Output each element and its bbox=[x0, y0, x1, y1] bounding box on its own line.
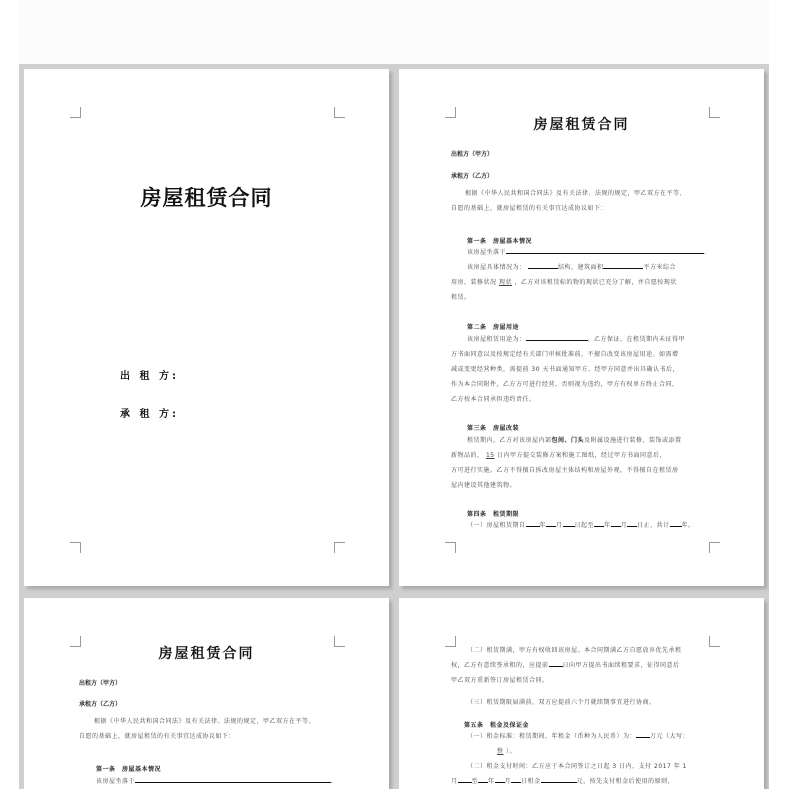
article-5-heading: 第五条 租金及保证金 bbox=[464, 722, 530, 729]
contract-title: 房屋租赁合同 bbox=[533, 117, 630, 133]
p2-line-3: 甲乙双方重新签订房屋租赁合同。 bbox=[451, 677, 549, 684]
art3-line-3: 方可进行实施。乙方不得擅自拆改房屋主体结构和房屋外观，不得擅自在租赁房 bbox=[451, 467, 679, 474]
viewer-top-band bbox=[19, 0, 769, 64]
lessor-line: 出租方（甲方） bbox=[79, 680, 122, 687]
intro-line-1: 根据《中华人民共和国合同法》及有关法律、法规的规定，甲乙双方在平等、 bbox=[465, 190, 687, 197]
art4-line-1: （一）房屋租赁期自 年 月 日起至 年 月 日止，共计 年。 bbox=[467, 522, 695, 529]
art3-line-1: 租赁期内，乙方对该房屋内部包间、门头及附属设施进行装修、装饰或添置 bbox=[467, 437, 682, 444]
p3-line: （三）租赁期限届满前，双方应提前六个月就续期事宜进行协商。 bbox=[467, 699, 656, 706]
art3-line-4: 屋内建设其他建筑物。 bbox=[451, 482, 517, 489]
crop-mark-icon bbox=[445, 542, 456, 553]
art1-location-line: 该房屋坐落于 . bbox=[467, 249, 707, 256]
intro-line-2: 自愿的基础上，就房屋租赁的有关事宜达成协议如下： bbox=[451, 205, 608, 212]
document-preview-viewer[interactable] bbox=[19, 64, 769, 789]
art1-line-2: 该房屋具体情况为： 结构，建筑面积 平方米综合 bbox=[467, 264, 676, 271]
crop-mark-icon bbox=[445, 636, 456, 647]
article-1-heading: 第一条 房屋基本情况 bbox=[96, 766, 162, 773]
art2-line-4: 作为本合同附件，乙方方可进行经营，否则视为违约，甲方有权单方终止合同， bbox=[451, 381, 679, 388]
article-4-heading: 第四条 租赁期限 bbox=[467, 511, 520, 518]
art3-line-2: 新物品的， 15 日内甲方提交装修方案和施工图纸，经过甲方书面同意后， bbox=[451, 452, 667, 459]
art5-line-4: 月 至 年 月 日租金 元，按先支付租金后使用的原则， bbox=[451, 778, 675, 785]
lessee-line: 承租方（乙方） bbox=[79, 701, 122, 708]
page-cover bbox=[24, 69, 389, 586]
art5-line-1: （一）租金标准：租赁期间，年租金（币种为人民币）为： 万元（大写： bbox=[467, 733, 690, 740]
crop-mark-icon bbox=[70, 107, 81, 118]
article-3-heading: 第三条 房屋改装 bbox=[467, 425, 520, 432]
page-contract-copy bbox=[24, 598, 389, 789]
art5-line-3: （二）租金支付时间：乙方应于本合同签订之日起 3 日内，支付 2017 年 1 bbox=[467, 763, 687, 770]
crop-mark-icon bbox=[709, 636, 720, 647]
intro-line-2: 自愿的基础上，就房屋租赁的有关事宜达成协议如下： bbox=[79, 733, 236, 740]
p2-line-1: （二）租赁期满，甲方有权收回该房屋。本合同期满乙方自愿放弃优先承租 bbox=[467, 647, 682, 654]
lessor-line: 出租方（甲方） bbox=[451, 151, 494, 158]
page-contract-1 bbox=[399, 69, 764, 586]
art2-line-3: 减或变更经营种类，需提前 30 天书面通知甲方，经甲方同意并出具确认书后， bbox=[451, 366, 679, 373]
page-contract-2 bbox=[399, 598, 764, 789]
cover-title: 房屋租赁合同 bbox=[140, 185, 273, 210]
art1-line-4: 租赁。 bbox=[451, 294, 471, 301]
art1-location-line: 该房屋坐落于 . bbox=[96, 778, 334, 785]
art2-line-1: 该房屋租赁用途为： 。乙方保证，在租赁期内未征得甲 bbox=[467, 336, 686, 343]
cover-lessor-label: 出 租 方: bbox=[120, 371, 179, 382]
p2-line-2: 权，乙方有意续签承租的，应提前 日向甲方提出书面续租要求，征得同意后 bbox=[451, 662, 680, 669]
article-1-heading: 第一条 房屋基本情况 bbox=[467, 238, 533, 245]
crop-mark-icon bbox=[709, 542, 720, 553]
intro-line-1: 根据《中华人民共和国合同法》及有关法律、法规的规定，甲乙双方在平等、 bbox=[94, 718, 316, 725]
art5-line-2: 整 ）。 bbox=[497, 748, 516, 755]
cover-lessee-label: 承 租 方: bbox=[120, 409, 179, 420]
crop-mark-icon bbox=[70, 542, 81, 553]
art2-line-5: 乙方按本合同承担违约责任。 bbox=[451, 396, 536, 403]
contract-title: 房屋租赁合同 bbox=[158, 646, 255, 662]
crop-mark-icon bbox=[334, 107, 345, 118]
lessee-line: 承租方（乙方） bbox=[451, 173, 494, 180]
article-2-heading: 第二条 房屋用途 bbox=[467, 324, 520, 331]
art1-line-3: 用房，装修状况 现状 ，乙方对该租赁标的物的现状已充分了解，并自愿按现状 bbox=[451, 279, 677, 286]
crop-mark-icon bbox=[334, 542, 345, 553]
art2-line-2: 方书面同意以及按规定经有关部门审核批准前，不擅自改变该房屋用途。如需增 bbox=[451, 351, 679, 358]
